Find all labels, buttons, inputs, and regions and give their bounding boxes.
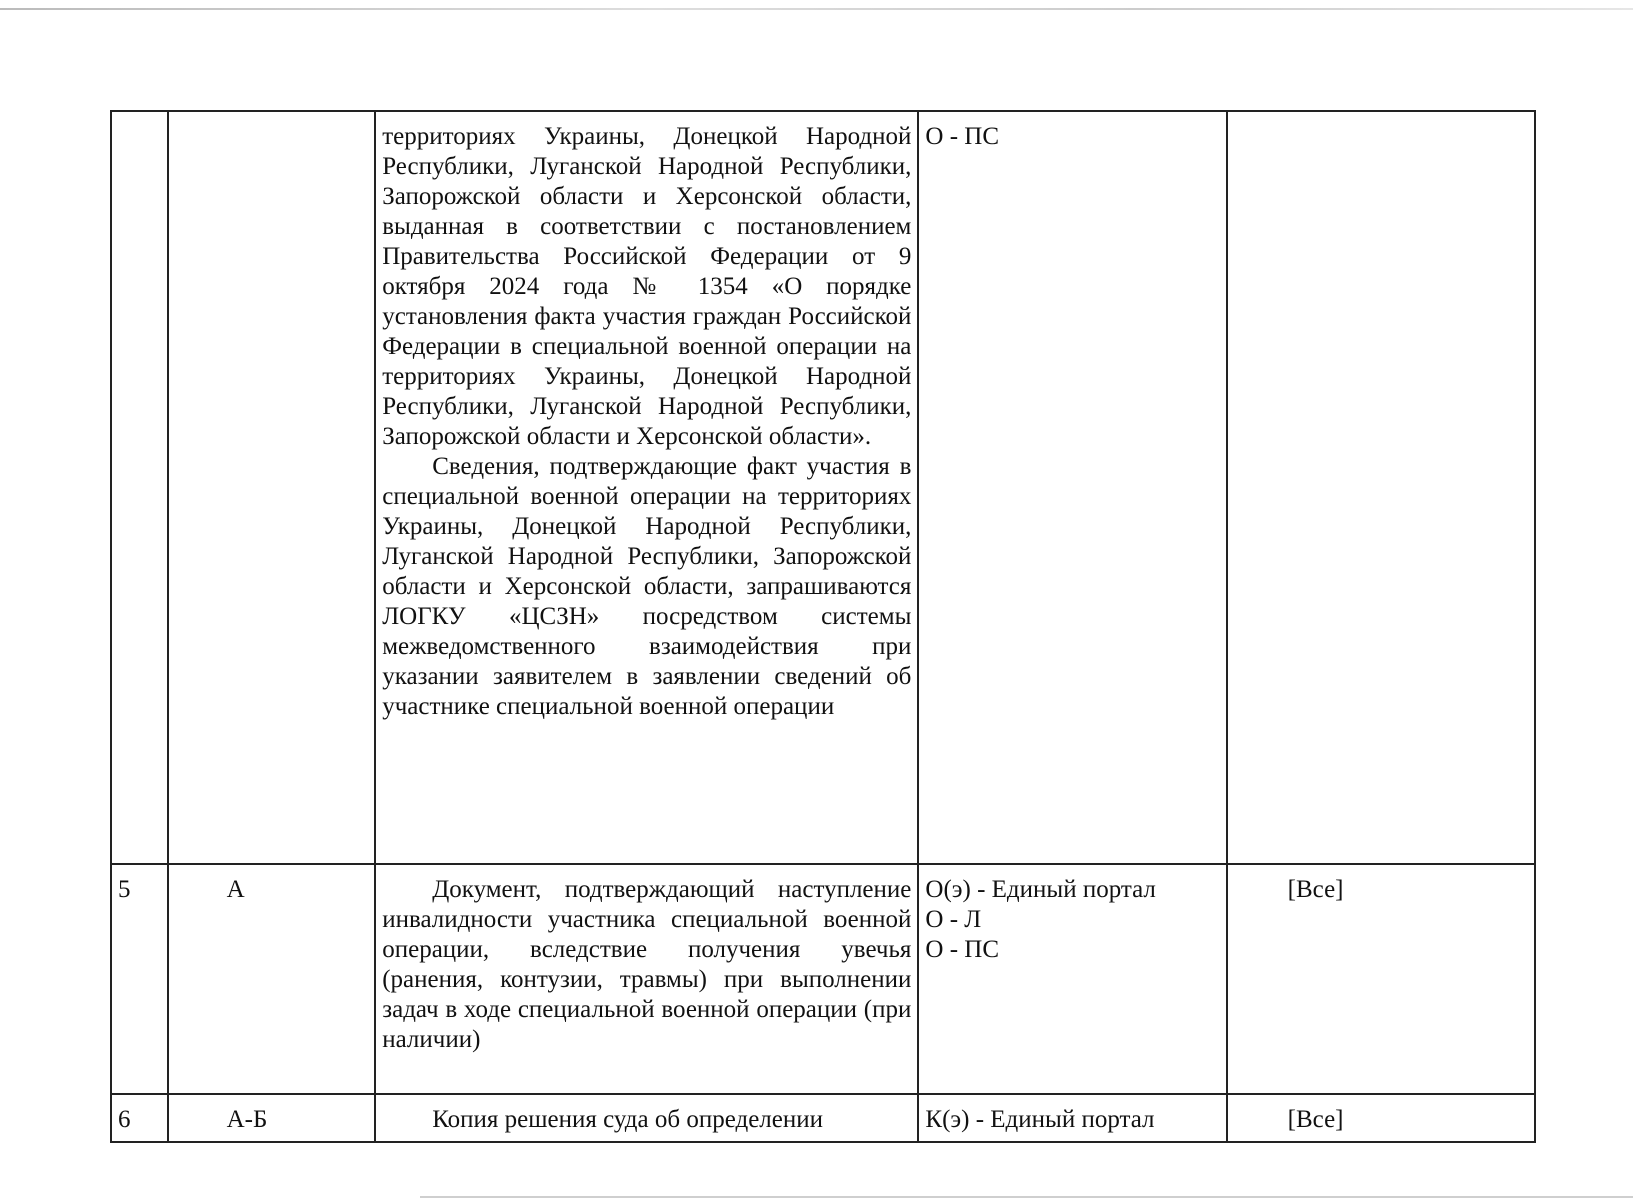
submission-form-cell — [918, 864, 1226, 1094]
category-cell: А-Б — [168, 1094, 376, 1142]
category-cell: А — [168, 864, 376, 1094]
document-description-cell — [375, 864, 918, 1094]
submission-form-item: О - ПС — [925, 936, 999, 963]
row-number-cell: 5 — [111, 864, 168, 1094]
submission-form-cell — [918, 111, 1226, 864]
document-paragraph: Сведения, подтверждающие факт участия в специальной военной операции на территориях Украины, Донецкой Народной Республики, Луганской Народной Республики, Запорожской области и Херсонской области, запрашиваются ЛОГКУ «ЦСЗН» посредством системы межведомственного взаимодействия при указании заявителем в заявлении сведений об участнике специальной военной операции — [382, 453, 912, 720]
document-paragraph: Документ, подтверждающий наступление инвалидности участника специальной военной операции, вследствие получения увечья (ранения, контузии, травмы) при выполнении задач в ходе специальной военной операции (при наличии) — [382, 876, 912, 1053]
documents-table — [110, 110, 1536, 1143]
submission-form-item: К(э) - Единый портал — [925, 1106, 1155, 1133]
document-paragraph: Копия решения суда об определении — [432, 1106, 824, 1133]
scope-cell: [Все] — [1227, 864, 1535, 1094]
table-row — [111, 111, 1535, 864]
category-cell — [168, 111, 376, 864]
scope-cell: [Все] — [1227, 1094, 1535, 1142]
document-description-cell — [375, 111, 918, 864]
submission-form-cell — [918, 1094, 1226, 1142]
document-description-cell — [375, 1094, 918, 1142]
row-number-cell: 6 — [111, 1094, 168, 1142]
table-row — [111, 864, 1535, 1094]
document-paragraph: территориях Украины, Донецкой Народной Республики, Луганской Народной Республики, Запорожской области и Херсонской области, выданная в соответствии с постановлением Правительства Российской Федерации от 9 октября 2024 года № 1354 «О порядке установления факта участия граждан Российской Федерации в специальной военной операции на территориях Украины, Донецкой Народной Республики, Луганской Народной Республики, Запорожской области и Херсонской области». — [382, 123, 912, 450]
submission-form-item: О(э) - Единый портал — [925, 876, 1156, 903]
row-number-cell — [111, 111, 168, 864]
scope-cell — [1227, 111, 1535, 864]
submission-form-item: О - ПС — [925, 123, 999, 150]
table-row — [111, 1094, 1535, 1142]
scan-edge-bottom — [420, 1196, 1633, 1198]
submission-form-item: О - Л — [925, 906, 982, 933]
scan-edge-top — [0, 8, 1633, 10]
